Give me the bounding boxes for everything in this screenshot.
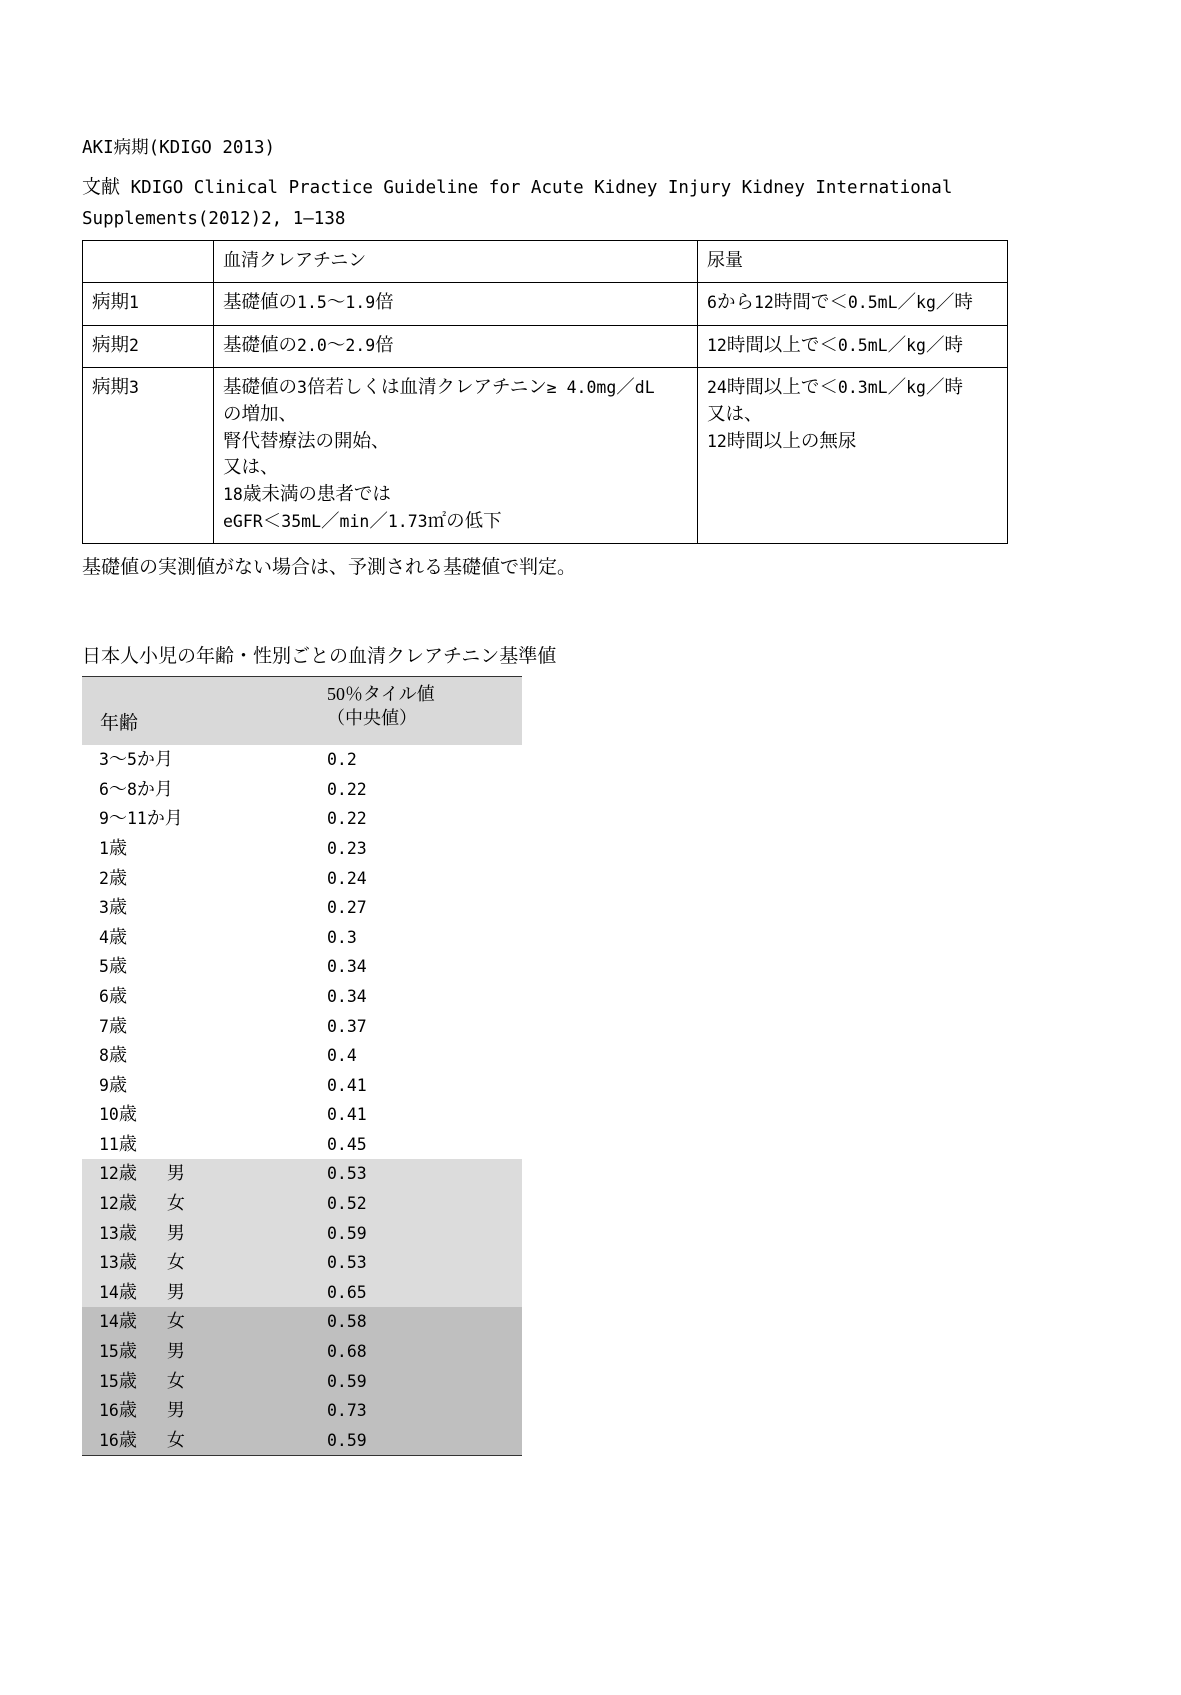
- table-row: [82, 775, 522, 805]
- table-row: [82, 804, 522, 834]
- sex-label: 男: [166, 1163, 185, 1184]
- age-cell: 14歳 女: [82, 1307, 315, 1337]
- age-cell: 4歳: [99, 926, 127, 947]
- age-cell: 8歳: [99, 1045, 127, 1066]
- age-cell: 3〜5か月: [99, 749, 173, 770]
- table-row: [82, 893, 522, 923]
- urine-cell: 12時間以上で＜0.5mL／kg／時: [698, 325, 1008, 368]
- value-cell: 0.52: [315, 1189, 522, 1219]
- table-row: [82, 1426, 522, 1456]
- value-cell: 0.3: [327, 927, 357, 947]
- value-cell: 0.23: [327, 838, 367, 858]
- creatinine-cell: 基礎値の3倍若しくは血清クレアチニン≥ 4.0mg／dL の増加、 腎代替療法の開始、 又は、 18歳未満の患者では eGFR＜35mL／min／1.73㎡の低下: [214, 368, 698, 544]
- table-row: [82, 952, 522, 982]
- table-row: [82, 1219, 522, 1249]
- value-cell: 0.58: [315, 1307, 522, 1337]
- age-cell: 16歳 男: [82, 1396, 315, 1426]
- header-cell-blank: [83, 241, 214, 283]
- urine-cell: 24時間以上で＜0.3mL／kg／時 又は、 12時間以上の無尿: [698, 368, 1008, 544]
- table-row: [82, 1159, 522, 1189]
- table-row: [82, 1367, 522, 1397]
- pediatric-section-title: 日本人小児の年齢・性別ごとの血清クレアチニン基準値: [82, 646, 557, 668]
- reference-text: KDIGO Clinical Practice Guideline for Acute Kidney Injury Kidney International Supplements(2012)2, 1—138: [82, 177, 953, 230]
- stage-label: 病期3: [83, 368, 214, 544]
- header-cell-creatinine: 血清クレアチニン: [214, 241, 698, 283]
- age-cell: 13歳 女: [82, 1248, 315, 1278]
- percentile-line-2: （中央値）: [327, 707, 417, 728]
- table-row: [82, 1396, 522, 1426]
- table-row: [82, 864, 522, 894]
- percentile-line-1: 50％タイル値: [327, 684, 435, 705]
- age-cell: 16歳 女: [82, 1426, 315, 1456]
- age-cell: 6〜8か月: [99, 778, 173, 799]
- table-row: [82, 1012, 522, 1042]
- sex-label: 男: [166, 1341, 185, 1362]
- aki-stage-table: [82, 240, 1008, 544]
- table-row: [82, 1130, 522, 1160]
- table-header-row: [83, 241, 1008, 283]
- age-cell: 9歳: [99, 1074, 127, 1095]
- sex-label: 女: [166, 1193, 185, 1214]
- header-cell-percentile: [315, 677, 522, 746]
- value-cell: 0.22: [327, 779, 367, 799]
- age-cell: 11歳: [99, 1133, 137, 1154]
- age-cell: 10歳: [99, 1104, 137, 1125]
- value-cell: 0.68: [315, 1337, 522, 1367]
- table-row: [82, 1248, 522, 1278]
- pediatric-reference-table: [82, 676, 522, 1456]
- age-cell: 12歳 男: [82, 1159, 315, 1189]
- aki-table-note: 基礎値の実測値がない場合は、予測される基礎値で判定。: [82, 557, 577, 579]
- value-cell: 0.24: [327, 868, 367, 888]
- table-row: [82, 1100, 522, 1130]
- table-row: [82, 1307, 522, 1337]
- age-cell: 6歳: [99, 985, 127, 1006]
- stage-label: 病期1: [83, 283, 214, 326]
- age-cell: 3歳: [99, 897, 127, 918]
- age-cell: 9〜11か月: [99, 808, 183, 829]
- value-cell: 0.41: [327, 1075, 367, 1095]
- table-row: [82, 982, 522, 1012]
- age-cell: 5歳: [99, 956, 127, 977]
- table-row: [83, 368, 1008, 544]
- value-cell: 0.59: [315, 1426, 522, 1456]
- sex-label: 女: [166, 1429, 185, 1450]
- table-header-row: [82, 677, 522, 746]
- urine-cell: 6から12時間で＜0.5mL／kg／時: [698, 283, 1008, 326]
- value-cell: 0.27: [327, 898, 367, 918]
- stage-label: 病期2: [83, 325, 214, 368]
- table-row: [82, 1278, 522, 1308]
- table-row: [82, 923, 522, 953]
- age-cell: 12歳 女: [82, 1189, 315, 1219]
- header-cell-age: 年齢: [82, 677, 315, 746]
- age-cell: 13歳 男: [82, 1219, 315, 1249]
- age-cell: 14歳 男: [82, 1278, 315, 1308]
- age-cell: 7歳: [99, 1015, 127, 1036]
- sex-label: 男: [166, 1222, 185, 1243]
- table-row: [82, 1041, 522, 1071]
- value-cell: 0.73: [315, 1396, 522, 1426]
- value-cell: 0.37: [327, 1016, 367, 1036]
- value-cell: 0.45: [327, 1134, 367, 1154]
- table-row: [82, 834, 522, 864]
- value-cell: 0.59: [315, 1219, 522, 1249]
- table-row: [83, 283, 1008, 326]
- page-title: AKI病期(KDIGO 2013): [82, 138, 276, 158]
- sex-label: 女: [166, 1311, 185, 1332]
- value-cell: 0.22: [327, 809, 367, 829]
- table-row: [83, 325, 1008, 368]
- table-row: [82, 1071, 522, 1101]
- sex-label: 男: [166, 1400, 185, 1421]
- table-row: [82, 1337, 522, 1367]
- reference-line: [82, 172, 1027, 235]
- value-cell: 0.53: [315, 1159, 522, 1189]
- table-row: [82, 1189, 522, 1219]
- pediatric-table-body: [82, 745, 522, 1456]
- value-cell: 0.59: [315, 1367, 522, 1397]
- age-cell: 15歳 男: [82, 1337, 315, 1367]
- age-cell: 2歳: [99, 867, 127, 888]
- age-cell: 1歳: [99, 837, 127, 858]
- header-cell-urine: 尿量: [698, 241, 1008, 283]
- value-cell: 0.65: [315, 1278, 522, 1308]
- value-cell: 0.41: [327, 1105, 367, 1125]
- age-cell: 15歳 女: [82, 1367, 315, 1397]
- sex-label: 女: [166, 1252, 185, 1273]
- creatinine-cell: 基礎値の1.5〜1.9倍: [214, 283, 698, 326]
- value-cell: 0.34: [327, 986, 367, 1006]
- reference-label: 文献: [82, 176, 121, 198]
- sex-label: 女: [166, 1370, 185, 1391]
- value-cell: 0.53: [315, 1248, 522, 1278]
- creatinine-cell: 基礎値の2.0〜2.9倍: [214, 325, 698, 368]
- sex-label: 男: [166, 1281, 185, 1302]
- value-cell: 0.2: [327, 750, 357, 770]
- table-row: [82, 745, 522, 775]
- value-cell: 0.34: [327, 957, 367, 977]
- value-cell: 0.4: [327, 1046, 357, 1066]
